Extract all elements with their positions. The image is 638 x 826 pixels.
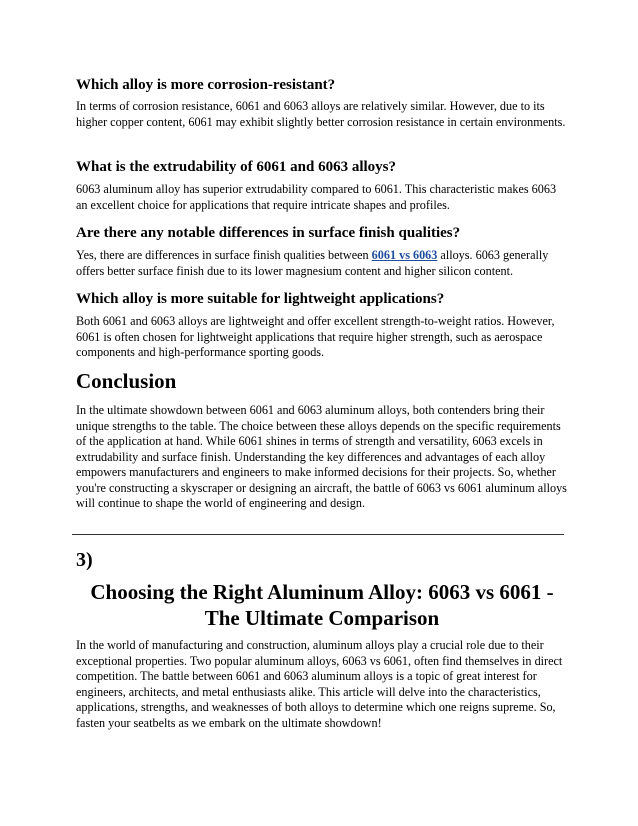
conclusion-heading: Conclusion	[76, 369, 177, 393]
faq-answer-extrudability: 6063 aluminum alloy has superior extrudability compared to 6061. This characteristic makes 6063 an excellent choice for applications that require intricate shapes and profiles.	[76, 182, 557, 212]
alloy-comparison-link[interactable]: 6061 vs 6063	[371, 248, 438, 262]
faq-question-corrosion: Which alloy is more corrosion-resistant?	[76, 77, 336, 93]
faq-answer-corrosion: In terms of corrosion resistance, 6061 and 6063 alloys are relatively similar. However, due to its higher copper content, 6061 may exhibit slightly better corrosion resistance in certain environments.	[76, 99, 566, 129]
section-divider	[72, 534, 564, 535]
faq-question-extrudability: What is the extrudability of 6061 and 6063 alloys?	[76, 159, 397, 175]
faq-answer-lightweight: Both 6061 and 6063 alloys are lightweight and offer excellent strength-to-weight ratios. However, 6061 is often chosen for lightweight applications that require higher strength, such as aerospace components and high-performance sporting goods.	[76, 314, 555, 359]
faq-question-lightweight: Which alloy is more suitable for lightweight applications?	[76, 291, 445, 307]
section-number: 3)	[76, 549, 93, 571]
conclusion-body: In the ultimate showdown between 6061 and 6063 aluminum alloys, both contenders bring their unique strengths to the table. The choice between these alloys depends on the specific requirements of the application at hand. While 6061 shines in terms of strength and versatility, 6063 excels in extrudability and surface finish. Understanding the key differences and advantages of each alloy empowers manufacturers and engineers to make informed decisions for their projects. So, whether you're constructing a skyscraper or designing an aircraft, the battle of 6063 vs 6061 aluminum alloys will continue to shape the world of engineering and design.	[76, 403, 567, 510]
faq-answer-surface-finish	[76, 248, 568, 279]
answer-text-before-link: Yes, there are differences in surface finish qualities between	[76, 248, 372, 262]
section-intro: In the world of manufacturing and construction, aluminum alloys play a crucial role due to their exceptional properties. Two popular aluminum alloys, 6063 vs 6061, often find themselves in direct competition. The battle between 6061 and 6063 aluminum alloys is a topic of great interest for engineers, architects, and metal enthusiasts alike. This article will delve into the characteristics, applications, strengths, and weaknesses of both alloys to determine which one reigns supreme. So, fasten your seatbelts as we embark on the ultimate showdown!	[76, 638, 563, 730]
answer-text-after-link: alloys. 6063 generally offers better surface finish due to its lower magnesium content and higher silicon content.	[76, 248, 549, 278]
faq-question-surface-finish: Are there any notable differences in surface finish qualities?	[76, 225, 461, 241]
section-title: Choosing the Right Aluminum Alloy: 6063 vs 6061 - The Ultimate Comparison	[90, 580, 554, 630]
